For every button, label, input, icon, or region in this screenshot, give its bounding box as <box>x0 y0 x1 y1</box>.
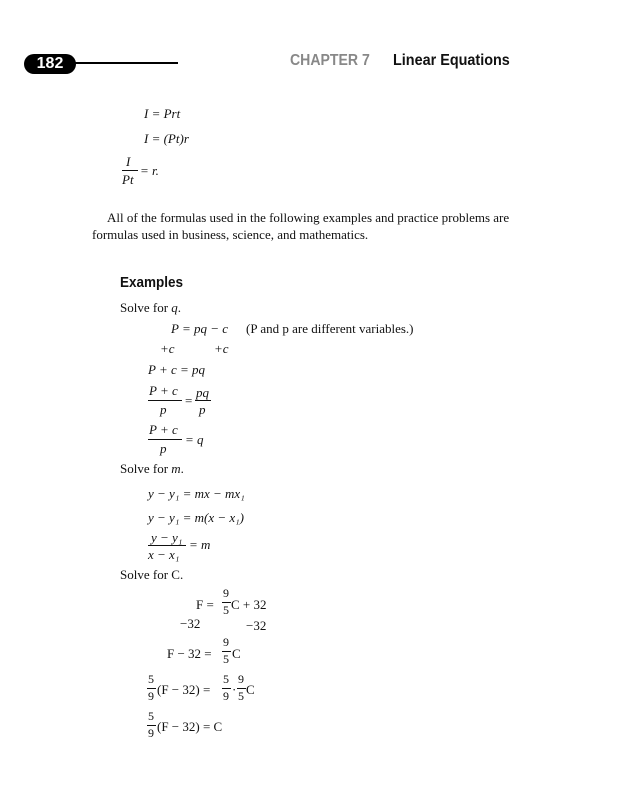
example2-line2: y − y₁ = m(x − x₁) <box>148 510 244 525</box>
example3-line4-frac3-num: 9 <box>238 672 244 686</box>
example3-line5-frac-num: 5 <box>148 709 154 723</box>
example3-line3-rest: C <box>232 646 241 661</box>
example3-prompt: Solve for C. <box>120 567 184 582</box>
example2-line3-num: y − y₁ <box>151 530 183 545</box>
example1-note: (P and p are different variables.) <box>246 321 414 336</box>
chapter-label: CHAPTER 7 <box>290 52 370 69</box>
example1-line4-num-left: P + c <box>149 383 178 398</box>
example1-line5-rest: = q <box>185 432 204 447</box>
page-number: 182 <box>36 55 64 72</box>
intro-eq-3-den: Pt <box>122 172 134 187</box>
example1-line1: P = pq − c <box>171 321 229 336</box>
example2-line3-den: x − x₁ <box>148 547 180 562</box>
example3-line3-frac-den: 5 <box>223 652 229 666</box>
example1-line3: P + c = pq <box>148 362 206 377</box>
examples-heading: Examples <box>120 274 184 291</box>
example2-line3-bar <box>148 545 186 546</box>
example3-line3-frac-num: 9 <box>223 635 229 649</box>
example3-line5-rest: (F − 32) = C <box>157 719 223 734</box>
example3-line5-frac-den: 9 <box>148 726 154 740</box>
intro-eq-3-rest: = r. <box>140 163 159 178</box>
intro-eq-1: I = Prt <box>144 106 181 121</box>
example3-line4-frac3-den: 5 <box>238 689 244 703</box>
chapter-title: Linear Equations <box>393 52 510 69</box>
example1-prompt: Solve for q. <box>120 300 182 315</box>
example3-line4-frac1-num: 5 <box>148 672 154 686</box>
example2-line1: y − y₁ = mx − mx₁ <box>148 486 245 501</box>
example3-line1-rest: C + 32 <box>231 597 267 612</box>
intro-eq-3-num: I <box>126 154 131 169</box>
example3-line2-right: −32 <box>246 618 267 633</box>
example3-line4-dot: · <box>232 682 237 697</box>
example3-line2-left: −32 <box>180 616 201 631</box>
intro-paragraph: All of the formulas used in the following examples and practice problems are formulas used in business, science, and mathematics. <box>92 210 510 242</box>
example1-line4-den-left: p <box>160 402 167 417</box>
example3-line4-frac2-den: 9 <box>223 689 229 703</box>
example2-line3-rest: = m <box>189 537 211 552</box>
example1-line4-bar-right <box>195 400 211 401</box>
example3-line1-frac-num: 9 <box>223 586 229 600</box>
example1-line4-num-right: pq <box>196 385 209 400</box>
example3-line1-left: F = <box>196 597 214 612</box>
example1-line5-num: P + c <box>149 422 178 437</box>
example1-line4-bar-left <box>148 400 182 401</box>
intro-eq-2: I = (Pt)r <box>144 131 189 146</box>
example3-line4-mid: (F − 32) = <box>157 682 211 697</box>
example1-line2-right: +c <box>214 341 229 356</box>
example3-line4-frac2-num: 5 <box>223 672 229 686</box>
example3-line4-rest: C <box>246 682 255 697</box>
intro-eq-3-fraction-bar <box>122 170 138 171</box>
example3-line4-frac1-den: 9 <box>148 689 154 703</box>
example3-line1-frac-den: 5 <box>223 603 229 617</box>
example1-line5-den: p <box>160 441 167 456</box>
example3-line3-left: F − 32 = <box>167 646 212 661</box>
header-rule <box>70 62 178 64</box>
example1-line4-den-right: p <box>199 402 206 417</box>
example1-line4-eq: = <box>185 393 193 408</box>
example1-line2-left: +c <box>160 341 175 356</box>
example2-prompt: Solve for m. <box>120 461 184 476</box>
example1-line5-bar <box>148 439 182 440</box>
